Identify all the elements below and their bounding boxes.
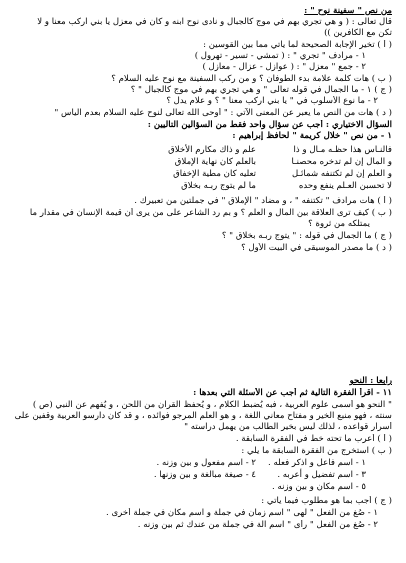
option-item: ٢ - اسم مفعول و بين وزنه . <box>156 458 256 468</box>
poem-verse-left: علم و ذاك مكارم الأخلاق <box>168 145 256 155</box>
poem-verse-right: و العلم إن لم تكتنفه شمائـل <box>291 169 392 179</box>
poem-verse-right: و المال إن لم تدخره محصنـا <box>291 157 392 167</box>
option-item: ٣ - اسم تفضيل و أعربه . <box>277 470 366 480</box>
poem-verse-left: بالعلم كان نهاية الإملاق <box>174 157 256 167</box>
section-title-noble-traits: ١ - من نص " خلال كريمة " لحافظ إبراهيم : <box>232 131 392 141</box>
question-a: ( أ ) تخير الإجابة الصحيحة لما يأتي مما بين القوسين : <box>203 40 392 50</box>
question-c2: ٢ - صُغ من الفعل " رأى " اسم آلة في جملة من عندك ثم بين وزنه . <box>137 520 378 530</box>
question-a1: ١ - مرادف " تجري " : ( تمشي - تسير - تهرول ) <box>194 51 366 61</box>
question-b-cont: يمتلكه من ثروة ؟ <box>308 219 370 229</box>
question-a: ( أ ) هات مرادف " تكتنفه " ، و مضاد " الإملاق " في جملتين من تعبيرك . <box>134 196 392 206</box>
poem-verse-right: فالنـاس هذا حظـه مـال و ذا <box>293 145 392 155</box>
optional-question-heading: السؤال الاختياري : أجب عن سؤال واحد فقط من السؤالين التاليين : <box>147 120 392 130</box>
verse-line: تكن مع الكافرين )) <box>324 28 392 38</box>
question-b: ( ب ) هات كلمة علامة بدء الطوفان ؟ و من ركب السفينة مع نوح عليه السلام ؟ <box>111 74 392 84</box>
option-item: ٥ - اسم مكان و بين وزنه . <box>272 482 366 492</box>
question-c: ( ج ) ما الجمال في قوله : " يتوج ربـه بخلاق " ؟ <box>221 231 392 241</box>
option-item: ٤ - صيغة مبالغة و بين وزنها . <box>153 470 256 480</box>
question-c2: ٢ - ما نوع الأسلوب في " يا بني اركب معنا " ؟ و علام يدل ؟ <box>166 96 378 106</box>
question-c: ( ج ) أجب بما هو مطلوب فيما يأتي : <box>261 496 392 506</box>
verse-line: قال تعالى : ( و هي تجري بهم في موج كالجبال و نادى نوح ابنه و كان في معزل يا بني اركب معنا و لا <box>37 17 392 27</box>
paragraph-line: أسرار قواعده ، لذلك ليس بخير الطالب من يهمل دراسته " <box>184 422 392 432</box>
question-d: ( د ) هات من النص ما يعبر عن المعنى الآتي : " أوحى الله تعالى لنوح عليه السلام بعدم اليأس " <box>54 108 392 118</box>
question-11: ١١ - اقرأ الفقرة التالية ثم أجب عن الأسئلة التي بعدها : <box>193 388 392 398</box>
question-b: ( ب ) استخرج من الفقرة السابقة ما يلي : <box>241 446 392 456</box>
poem-verse-left: ما لم يتوج ربـه بخلاق <box>181 181 256 191</box>
poem-verse-left: تعليه كان مطية الإخفاق <box>173 169 256 179</box>
question-a: ( أ ) أعرب ما تحته خط في الفقرة السابقة . <box>235 434 392 444</box>
paragraph-line: " النحو هو أسمى علوم العربية ، فبه يُضبط الكلام ، و يُحفظ القرآن من اللحن ، و يُفهم عن النبي (ص ) <box>32 400 392 410</box>
question-a2: ٢ - جمع " معزل " : ( عوازل - عزال - معازل ) <box>202 62 366 72</box>
option-item: ١ - اسم فاعل و اذكر فعله . <box>268 458 366 468</box>
section-title-noah-ark: من نص " سفينة نوح " : <box>304 6 392 16</box>
question-c1: ( ج ) ١ - ما الجمال في قوله تعالى " و هي تجري بهم في موج كالجبال " ؟ <box>130 85 392 95</box>
question-c1: ١ - صُغ من الفعل " لهى " اسم زمان في جملة و اسم مكان في جملة أخرى . <box>105 508 378 518</box>
grammar-heading: رابعا : النحو <box>349 376 392 386</box>
question-d: ( د ) ما مصدر الموسيقى في البيت الأول ؟ <box>241 243 392 253</box>
question-b: ( ب ) كيف ترى العلاقة بين المال و العلم ؟ و بم رد الشاعر على من يرى أن قيمة الإنسان في مقدار ما <box>29 208 392 218</box>
paragraph-line: سنته ، فهو منبع الخير و مفتاح معاني اللغة ، و هو العلم المرجو فوائده ، و قد كان دارسو العربية وقفين على <box>14 411 392 421</box>
poem-verse-right: لا تحسبن العـلم ينفع وحده <box>298 181 392 191</box>
